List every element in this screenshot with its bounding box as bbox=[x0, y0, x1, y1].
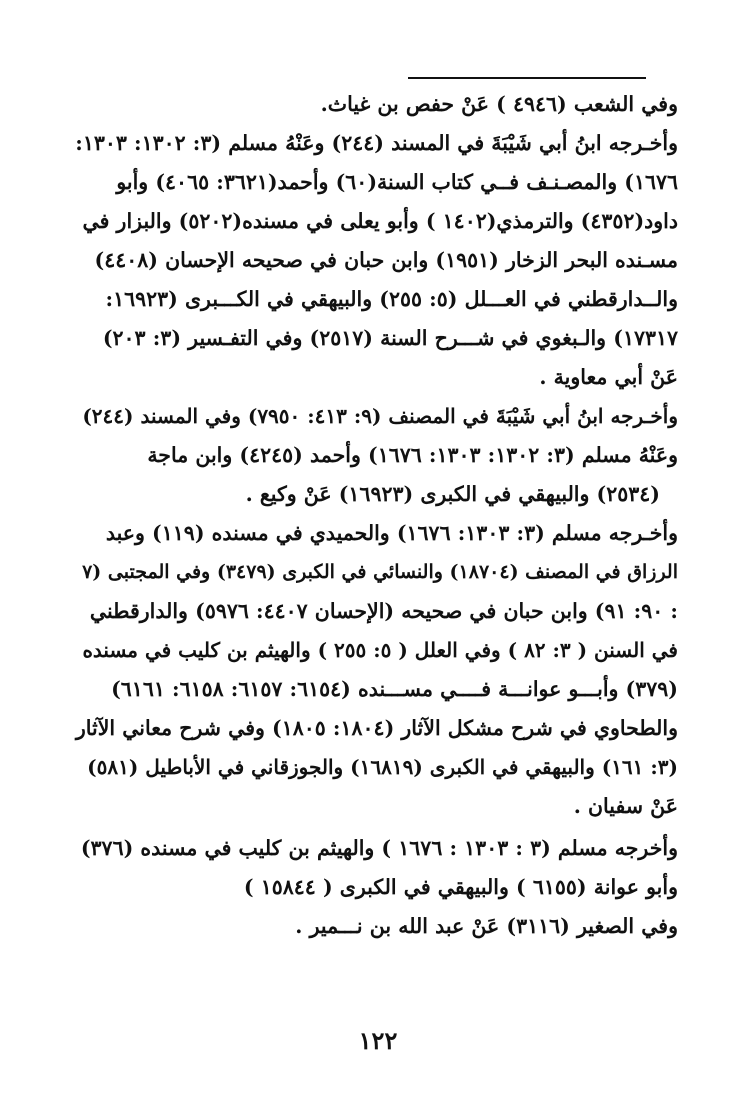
text-line: (٣: ١٦١) والبيهقي في الكبرى (١٦٨١٩) والجوزقاني في الأباطيل (٥٨١) bbox=[87, 755, 678, 779]
text-line: وأخـرجه ابنُ أبي شَيْبَةَ في المسند (٢٤٤) وعَنْهُ مسلم (٣: ١٣٠٢: ١٣٠٣: bbox=[75, 131, 678, 155]
text-line: عَنْ سفيان . bbox=[573, 794, 678, 818]
page-number: ١٢٢ bbox=[358, 1026, 398, 1055]
footnote-separator-rule bbox=[408, 77, 646, 79]
text-line: وعَنْهُ مسلم (٣: ١٣٠٢: ١٣٠٣: ١٦٧٦) وأحمد (٤٢٤٥) وابن ماجة bbox=[147, 443, 678, 467]
text-line: الرزاق في المصنف (١٨٧٠٤) والنسائي في الكبرى (٣٤٧٩) وفي المجتبى (٧ bbox=[82, 561, 678, 583]
text-line: ١٧٣١٧) والـبغوي في شـــرح السنة (٢٥١٧) وفي التفـسير (٣: ٢٠٣) bbox=[102, 326, 678, 350]
text-line: مسـنده البحر الزخار (١٩٥١) وابن حبان في صحيحه الإحسان (٤٤٠٨) bbox=[94, 248, 678, 272]
text-line: : ٩٠: ٩١) وابن حبان في صحيحه (الإحسان ٤٤٠٧: ٥٩٧٦) والدارقطني bbox=[89, 599, 678, 623]
text-line: (٢٥٣٤) والبيهقي في الكبرى (١٦٩٢٣) عَنْ وكيع . bbox=[245, 482, 660, 506]
text-line: وأخـرجه ابنُ أبي شَيْبَةَ في المصنف (٩: ٤١٣: ٧٩٥٠) وفي المسند (٢٤٤) bbox=[82, 404, 678, 428]
text-line: ١٦٧٦) والمصـنـف فــي كتاب السنة(٦٠) وأحمد(٣٦٢١: ٤٠٦٥) وأبو bbox=[116, 170, 678, 194]
text-line: (٣٧٩) وأبـــو عوانـــة فــــي مســـنده (٦١٥٤: ٦١٥٧: ٦١٥٨: ٦١٦١) bbox=[111, 677, 678, 701]
text-line: وفي الشعب (٤٩٤٦ ) عَنْ حفص بن غياث. bbox=[320, 92, 678, 116]
text-line: والــدارقطني في العـــلل (٥: ٢٥٥) والبيهقي في الكـــبرى (١٦٩٢٣: bbox=[105, 287, 678, 311]
text-line: داود(٤٣٥٢) والترمذي(١٤٠٢ ) وأبو يعلى في مسنده(٥٢٠٢) والبزار في bbox=[82, 209, 678, 233]
text-line: وفي الصغير (٣١١٦) عَنْ عبد الله بن نـــمير . bbox=[295, 914, 678, 938]
text-line: والطحاوي في شرح مشكل الآثار (١٨٠٤: ١٨٠٥) وفي شرح معاني الآثار bbox=[75, 716, 678, 740]
text-line: في السنن ( ٣: ٨٢ ) وفي العلل ( ٥: ٢٥٥ ) والهيثم بن كليب في مسنده bbox=[82, 638, 678, 662]
text-line: وأبو عوانة (٦١٥٥ ) والبيهقي في الكبرى ( ١٥٨٤٤ ) bbox=[243, 875, 678, 899]
text-line: وأخـرجه مسلم (٣: ١٣٠٣: ١٦٧٦) والحميدي في مسنده (١١٩) وعبد bbox=[105, 521, 678, 545]
text-line: وأخرجه مسلم (٣ : ١٣٠٣ : ١٦٧٦ ) والهيثم بن كليب في مسنده (٣٧٦) bbox=[80, 836, 678, 860]
text-line: عَنْ أبي معاوية . bbox=[539, 365, 678, 389]
